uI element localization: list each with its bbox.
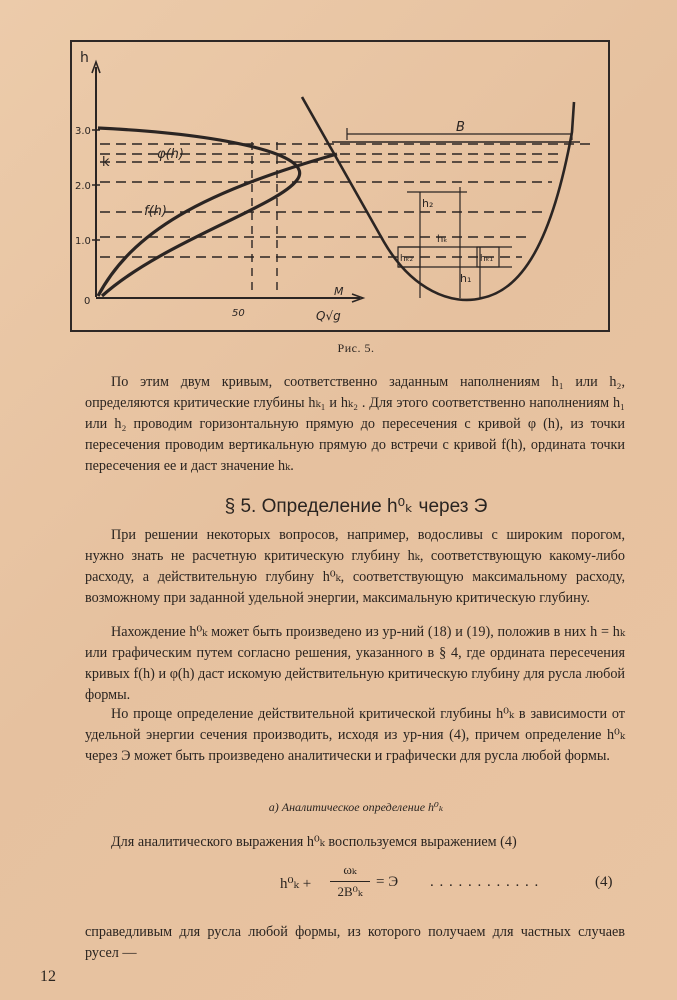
svg-text:hₖ₂: hₖ₂ [400, 254, 414, 264]
formula-denominator: 2B⁰ₖ [337, 884, 363, 899]
svg-text:hₖ: hₖ [437, 234, 448, 245]
h-axis-label: h [80, 50, 89, 66]
formula-lhs: h⁰ₖ + [280, 876, 312, 892]
svg-text:0: 0 [84, 296, 91, 307]
paragraph-1: По этим двум кривым, соответственно заданным наполнениям h₁ или h₂, определяются критические глубины hₖ₁ и hₖ₂ . Для этого соответственно наполнениям h₁ или h₂ проводим горизонтальную прямую до пересечения с кривой φ (h), из точки пересечения проводим вертикальную прямую до встречи с кривой f(h), ордината точки пересечения ее и даст значение hₖ. [85, 374, 625, 474]
formula-numerator: ωₖ [343, 862, 357, 877]
svg-text:h₁: h₁ [460, 272, 472, 285]
paragraph-5: Для аналитического выражения h⁰ₖ воспользуемся выражением (4) [111, 834, 517, 850]
formula-dots: . . . . . . . . . . . . [430, 874, 540, 890]
paragraph-2: При решении некоторых вопросов, например, водосливы с широким порогом, нужно знать не расчетную критическую глубину hₖ, соответствующую какому-либо расходу, а действительную глубину h⁰ₖ, соответствующую максимальному расходу, возможному при заданной удельной энергии, максимальную критическую глубину. [85, 527, 625, 606]
figure-5 [70, 40, 610, 332]
subsection-heading: а) Аналитическое определение h⁰ₖ [268, 800, 444, 814]
formula-rhs: = Э [376, 874, 399, 890]
svg-text:k: k [102, 155, 110, 170]
svg-text:hₖ₁: hₖ₁ [480, 254, 494, 264]
svg-text:1.0: 1.0 [75, 236, 91, 247]
svg-text:3.0: 3.0 [75, 126, 91, 137]
section-heading: § 5. Определение h⁰ₖ через Э [224, 496, 488, 517]
svg-text:f(h): f(h) [144, 204, 167, 219]
svg-text:B: B [456, 120, 465, 135]
paragraph-6: справедливым для русла любой формы, из которого получаем для частных случаев русел — [85, 924, 625, 961]
svg-text:Q√g: Q√g [316, 309, 341, 323]
channel-section [302, 97, 574, 300]
svg-text:2.0: 2.0 [75, 181, 91, 192]
svg-text:h₂: h₂ [422, 197, 434, 210]
paragraph-4: Но проще определение действительной критической глубины h⁰ₖ в зависимости от удельной энергии сечения производить, исходя из ур-ния (4), причем определение h⁰ₖ через Э может быть произведено аналитически и графически для русла любой формы. [85, 706, 625, 764]
paragraph-3: Нахождение h⁰ₖ может быть произведено из ур-ний (18) и (19), положив в них h = hₖ или графическим путем согласно решения, указанного в § 4, где ордината пересечения кривых f(h) и φ(h) даст искомую действительную критическую глубину для русла любой формы. [85, 624, 625, 703]
formula-fraction-bar [330, 881, 370, 882]
formula-4 [280, 862, 630, 912]
svg-text:φ(h): φ(h) [157, 147, 184, 162]
figure-drawing [72, 42, 608, 330]
page-number: 12 [40, 968, 56, 985]
svg-text:M: M [334, 285, 344, 298]
svg-text:50: 50 [232, 308, 245, 319]
figure-caption: Рис. 5. [337, 341, 375, 355]
formula-number: (4) [595, 874, 613, 890]
